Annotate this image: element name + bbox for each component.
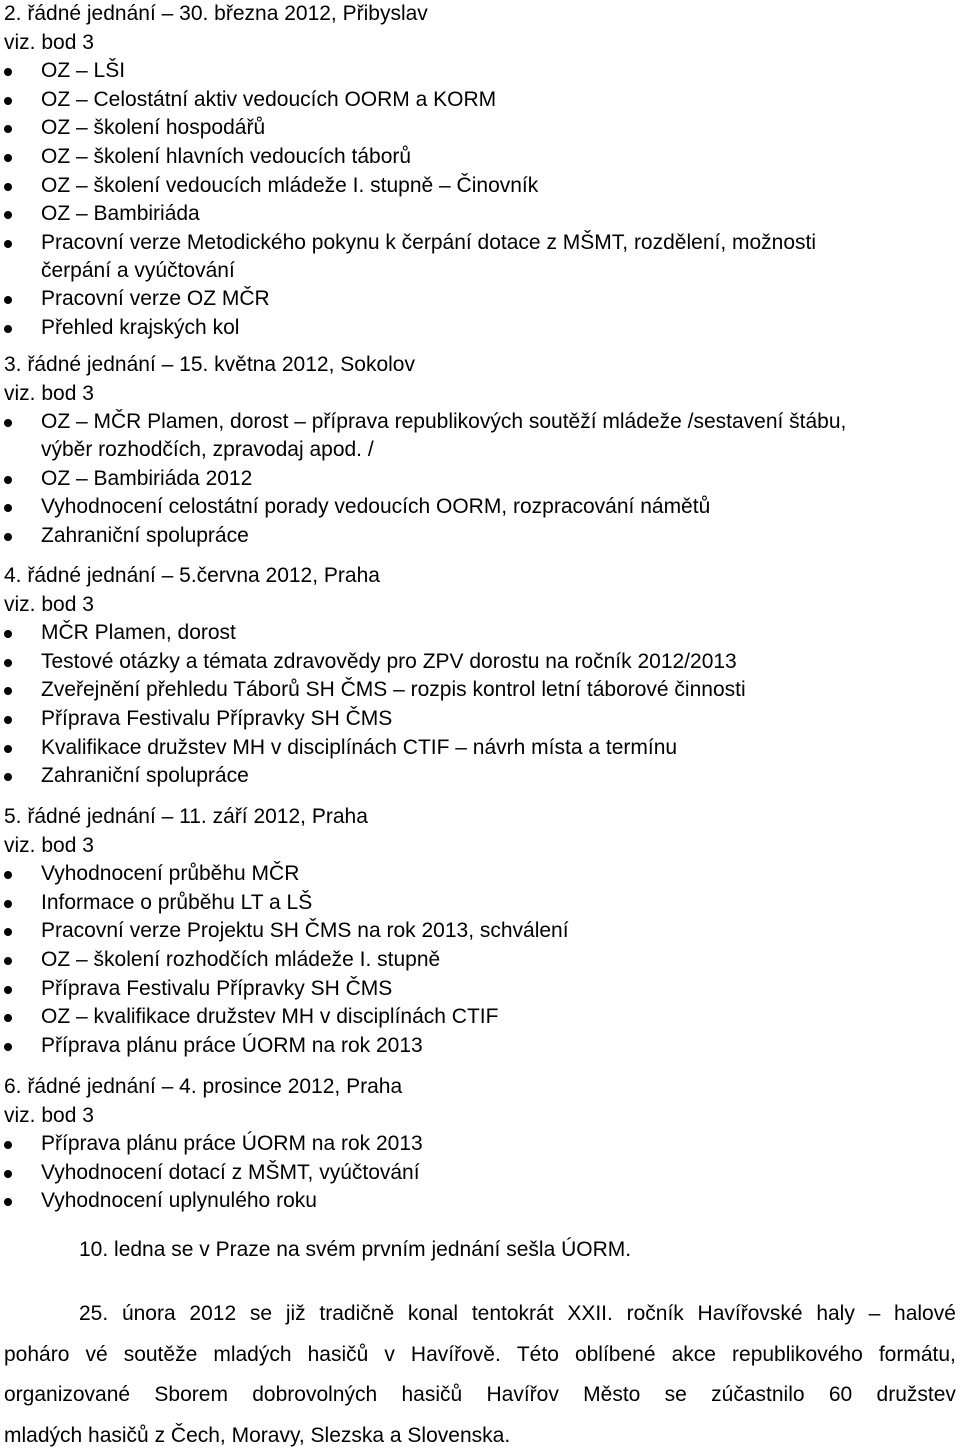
bullet-icon [4, 957, 12, 965]
word: 2012 [189, 1302, 237, 1325]
word: formátu, [878, 1343, 956, 1366]
list-item-text: Zahraniční spolupráce [41, 524, 249, 547]
word: se [249, 1302, 273, 1325]
bullet-icon [4, 1198, 12, 1206]
word: Město [583, 1383, 641, 1406]
word: Sborem [154, 1383, 228, 1406]
section-heading: 3. řádné jednání – 15. května 2012, Sokolov [4, 353, 415, 376]
word: vé [85, 1343, 108, 1366]
section-heading: 4. řádné jednání – 5.června 2012, Praha [4, 564, 380, 587]
bullet-icon [4, 773, 12, 781]
list-item-text: Přehled krajských kol [41, 316, 240, 339]
word: družstev [876, 1383, 956, 1406]
section-heading: 2. řádné jednání – 30. března 2012, Přibyslav [4, 2, 428, 25]
word: v [384, 1343, 395, 1366]
section-reference: viz. bod 3 [4, 833, 94, 857]
paragraph-havirov-line [4, 1341, 956, 1369]
section-reference: viz. bod 3 [4, 592, 94, 616]
bullet-icon [4, 296, 12, 304]
list-item-text: OZ – Celostátní aktiv vedoucích OORM a KORM [41, 87, 497, 111]
word: mladých [213, 1343, 292, 1366]
list-item-text: Příprava plánu práce ÚORM na rok 2013 [41, 1132, 423, 1156]
word: Havířově. [410, 1343, 501, 1366]
list-item-text: Vyhodnocení uplynulého roku [41, 1189, 317, 1213]
list-item-text: OZ – kvalifikace družstev MH v disciplínách CTIF [41, 1005, 499, 1029]
bullet-icon [4, 325, 12, 333]
word: ročník [626, 1302, 684, 1325]
list-item-text: OZ – školení vedoucích mládeže I. stupně – Činovník [41, 173, 539, 197]
list-item-text: MČR Plamen, dorost [41, 621, 236, 645]
word: dobrovolných [252, 1383, 378, 1406]
list-item-text: OZ – školení rozhodčích mládeže I. stupně [41, 948, 441, 971]
bullet-icon [4, 97, 12, 105]
bullet-icon [4, 1043, 12, 1051]
bullet-icon [4, 476, 12, 484]
list-item-text: Vyhodnocení průběhu MČR [41, 862, 300, 886]
word: oblíbené [574, 1343, 656, 1366]
bullet-icon [4, 1170, 12, 1178]
bullet-icon [4, 183, 12, 191]
bullet-icon [4, 533, 12, 541]
list-item-text: Testové otázky a témata zdravovědy pro ZPV dorostu na ročník 2012/2013 [41, 649, 737, 673]
section-reference: viz. bod 3 [4, 381, 94, 405]
word: haly [816, 1302, 855, 1325]
bullet-icon [4, 211, 12, 219]
list-item-text: Informace o průběhu LT a LŠ [41, 890, 313, 914]
word: tradičně [319, 1302, 395, 1325]
list-item-text: OZ – MČR Plamen, dorost – příprava republikových soutěží mládeže /sestavení štábu, [41, 410, 847, 434]
bullet-icon [4, 928, 12, 936]
bullet-icon [4, 68, 12, 76]
bullet-icon [4, 504, 12, 512]
bullet-icon [4, 900, 12, 908]
word: hasičů [401, 1383, 463, 1406]
bullet-icon [4, 871, 12, 879]
list-item-text: Příprava Festivalu Přípravky SH ČMS [41, 976, 393, 1000]
word: Této [516, 1343, 559, 1366]
section-reference: viz. bod 3 [4, 1103, 94, 1127]
list-item-text: Vyhodnocení dotací z MŠMT, vyúčtování [41, 1160, 420, 1184]
bullet-icon [4, 687, 12, 695]
paragraph-first-meeting: 10. ledna se v Praze na svém prvním jednání sešla ÚORM. [79, 1238, 632, 1261]
list-item-text: čerpání a vyúčtování [41, 258, 235, 282]
list-item-text: Pracovní verze Projektu SH ČMS na rok 2013, schválení [41, 919, 569, 943]
section-reference: viz. bod 3 [4, 30, 94, 54]
bullet-icon [4, 419, 12, 427]
bullet-icon [4, 745, 12, 753]
word: organizované [4, 1383, 131, 1406]
word: hasičů [307, 1343, 369, 1366]
word: Havířovské [697, 1302, 803, 1325]
word: akce [671, 1343, 716, 1366]
word: – [868, 1302, 881, 1325]
bullet-icon [4, 240, 12, 248]
list-item-text: OZ – Bambiriáda [41, 202, 200, 226]
paragraph-havirov-line: mladých hasičů z Čech, Moravy, Slezska a Slovenska. [4, 1424, 511, 1447]
word: soutěže [123, 1343, 198, 1366]
bullet-icon [4, 1141, 12, 1149]
word: XXII. [567, 1302, 613, 1325]
word: konal [407, 1302, 459, 1325]
list-item-text: Příprava Festivalu Přípravky SH ČMS [41, 707, 393, 730]
section-heading: 6. řádné jednání – 4. prosince 2012, Praha [4, 1075, 403, 1098]
section-heading: 5. řádné jednání – 11. září 2012, Praha [4, 805, 368, 828]
list-item-text: OZ – Bambiriáda 2012 [41, 466, 253, 490]
bullet-icon [4, 125, 12, 133]
list-item-text: Příprava plánu práce ÚORM na rok 2013 [41, 1033, 423, 1057]
list-item-text: OZ – školení hlavních vedoucích táborů [41, 145, 412, 168]
word: již [285, 1302, 306, 1325]
list-item-text: výběr rozhodčích, zpravodaj apod. / [41, 438, 374, 462]
word: poháro [4, 1343, 70, 1366]
list-item-text: OZ – LŠI [41, 59, 126, 83]
word: února [121, 1302, 176, 1325]
word: 25. [79, 1302, 109, 1325]
word: zúčastnilo [711, 1383, 805, 1406]
list-item-text: Pracovní verze Metodického pokynu k čerpání dotace z MŠMT, rozdělení, možnosti [41, 230, 817, 254]
list-item-text: Zahraniční spolupráce [41, 764, 249, 788]
list-item-text: Pracovní verze OZ MČR [41, 287, 270, 311]
bullet-icon [4, 1014, 12, 1022]
paragraph-havirov-line [79, 1300, 956, 1328]
bullet-icon [4, 630, 12, 638]
bullet-icon [4, 659, 12, 667]
paragraph-havirov-line [4, 1381, 956, 1409]
word: Havířov [486, 1383, 559, 1406]
bullet-icon [4, 986, 12, 994]
list-item-text: Vyhodnocení celostátní porady vedoucích OORM, rozpracování námětů [41, 495, 711, 519]
list-item-text: Kvalifikace družstev MH v disciplínách CTIF – návrh místa a termínu [41, 735, 678, 759]
list-item-text: Zveřejnění přehledu Táborů SH ČMS – rozpis kontrol letní táborové činnosti [41, 678, 746, 702]
word: 60 [828, 1383, 853, 1406]
word: tentokrát [471, 1302, 554, 1325]
word: republikového [732, 1343, 863, 1366]
bullet-icon [4, 716, 12, 724]
word: halové [894, 1302, 956, 1325]
bullet-icon [4, 154, 12, 162]
word: se [664, 1383, 687, 1406]
list-item-text: OZ – školení hospodářů [41, 116, 266, 140]
